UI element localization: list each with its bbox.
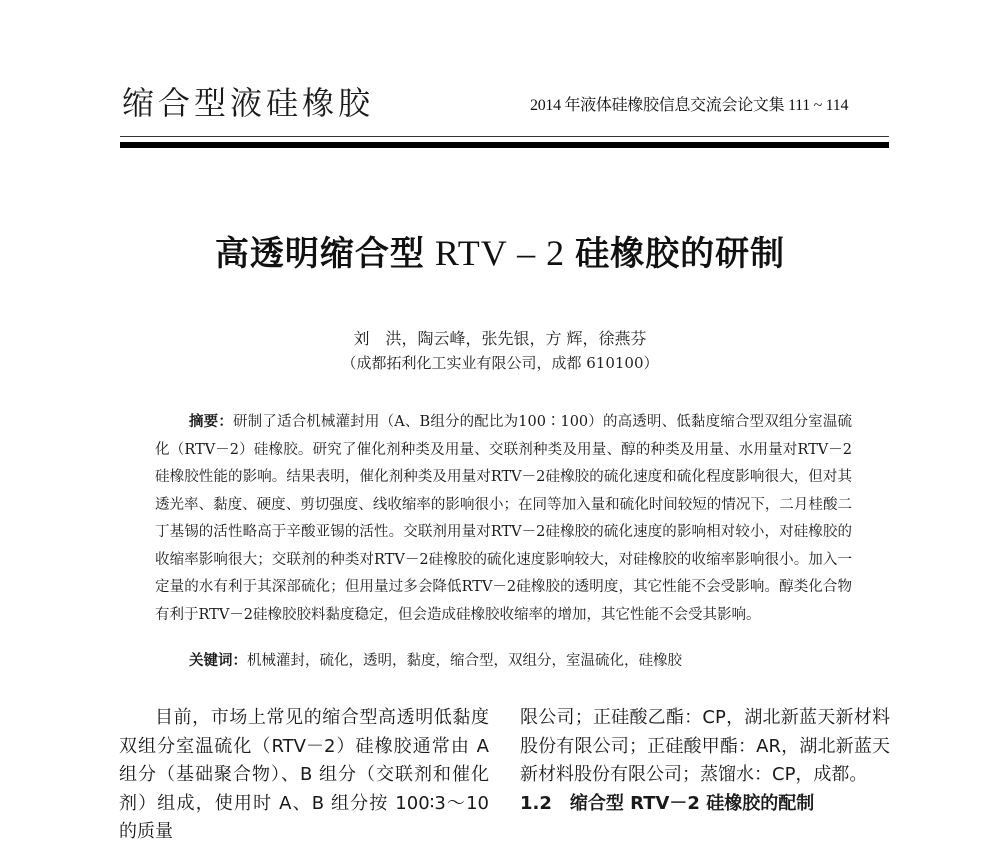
affiliation: （成都拓利化工实业有限公司，成都 610100） [341, 354, 659, 372]
journal-info: 2014 年液体硅橡胶信息交流会论文集 111 ~ 114 [530, 97, 849, 114]
paper-title [0, 226, 1000, 275]
keywords-label: 关键词： [189, 653, 247, 669]
body-left-column: 目前，市场上常见的缩合型高透明低黏度双组分室温硫化（RTV－2）硅橡胶通常由 A 组分（基础聚合物）、B 组分（交联剂和催化剂）组成，使用时 A、B 组分按 100∶3～10 的质量 [119, 707, 489, 842]
title-suffix: 硅橡胶的研制 [575, 234, 786, 274]
authors: 刘 洪，陶云峰，张先银，方 辉，徐燕芬 [353, 329, 647, 348]
keywords-text: 机械灌封，硫化，透明，黏度，缩合型，双组分，室温硫化，硅橡胶 [247, 653, 682, 669]
running-title: 缩合型液硅橡胶 [122, 84, 375, 122]
abstract [155, 409, 852, 629]
title-latin: RTV – 2 [424, 233, 576, 273]
header-rule-thin [120, 136, 889, 137]
section-heading-1-2: 1.2 缩合型 RTV－2 硅橡胶的配制 [520, 792, 815, 814]
abstract-label: 摘要： [189, 414, 233, 430]
title-prefix: 高透明缩合型 [214, 234, 425, 274]
keywords [189, 649, 682, 670]
abstract-text: 研制了适合机械灌封用（A、B组分的配比为100∶100）的高透明、低黏度缩合型双组分室温硫化（RTV－2）硅橡胶。研究了催化剂种类及用量、交联剂种类及用量、醇的种类及用量、水用量对RTV－2硅橡胶性能的影响。结果表明，催化剂种类及用量对RTV－2硅橡胶的硫化速度和硫化程度影响很大，但对其透光率、黏度、硬度、剪切强度、线收缩率的影响很小；在同等加入量和硫化时间较短的情况下，二月桂酸二丁基锡的活性略高于辛酸亚锡的活性。交联剂用量对RTV－2硅橡胶的硫化速度的影响相对较小，对硅橡胶的收缩率影响很大；交联剂的种类对RTV－2硅橡胶的硫化速度影响较大，对硅橡胶的收缩率影响很小。加入一定量的水有利于其深部硫化；但用量过多会降低RTV－2硅橡胶的透明度，其它性能不会受影响。醇类化合物有利于RTV－2硅橡胶胶料黏度稳定，但会造成硅橡胶收缩率的增加，其它性能不会受其影响。 [155, 414, 852, 623]
header-rule-thick [120, 142, 889, 148]
right-column-text: 限公司；正硅酸乙酯：CP，湖北新蓝天新材料股份有限公司；正硅酸甲酯：AR，湖北新蓝天新材料股份有限公司；蒸馏水：CP，成都。 [520, 707, 890, 785]
